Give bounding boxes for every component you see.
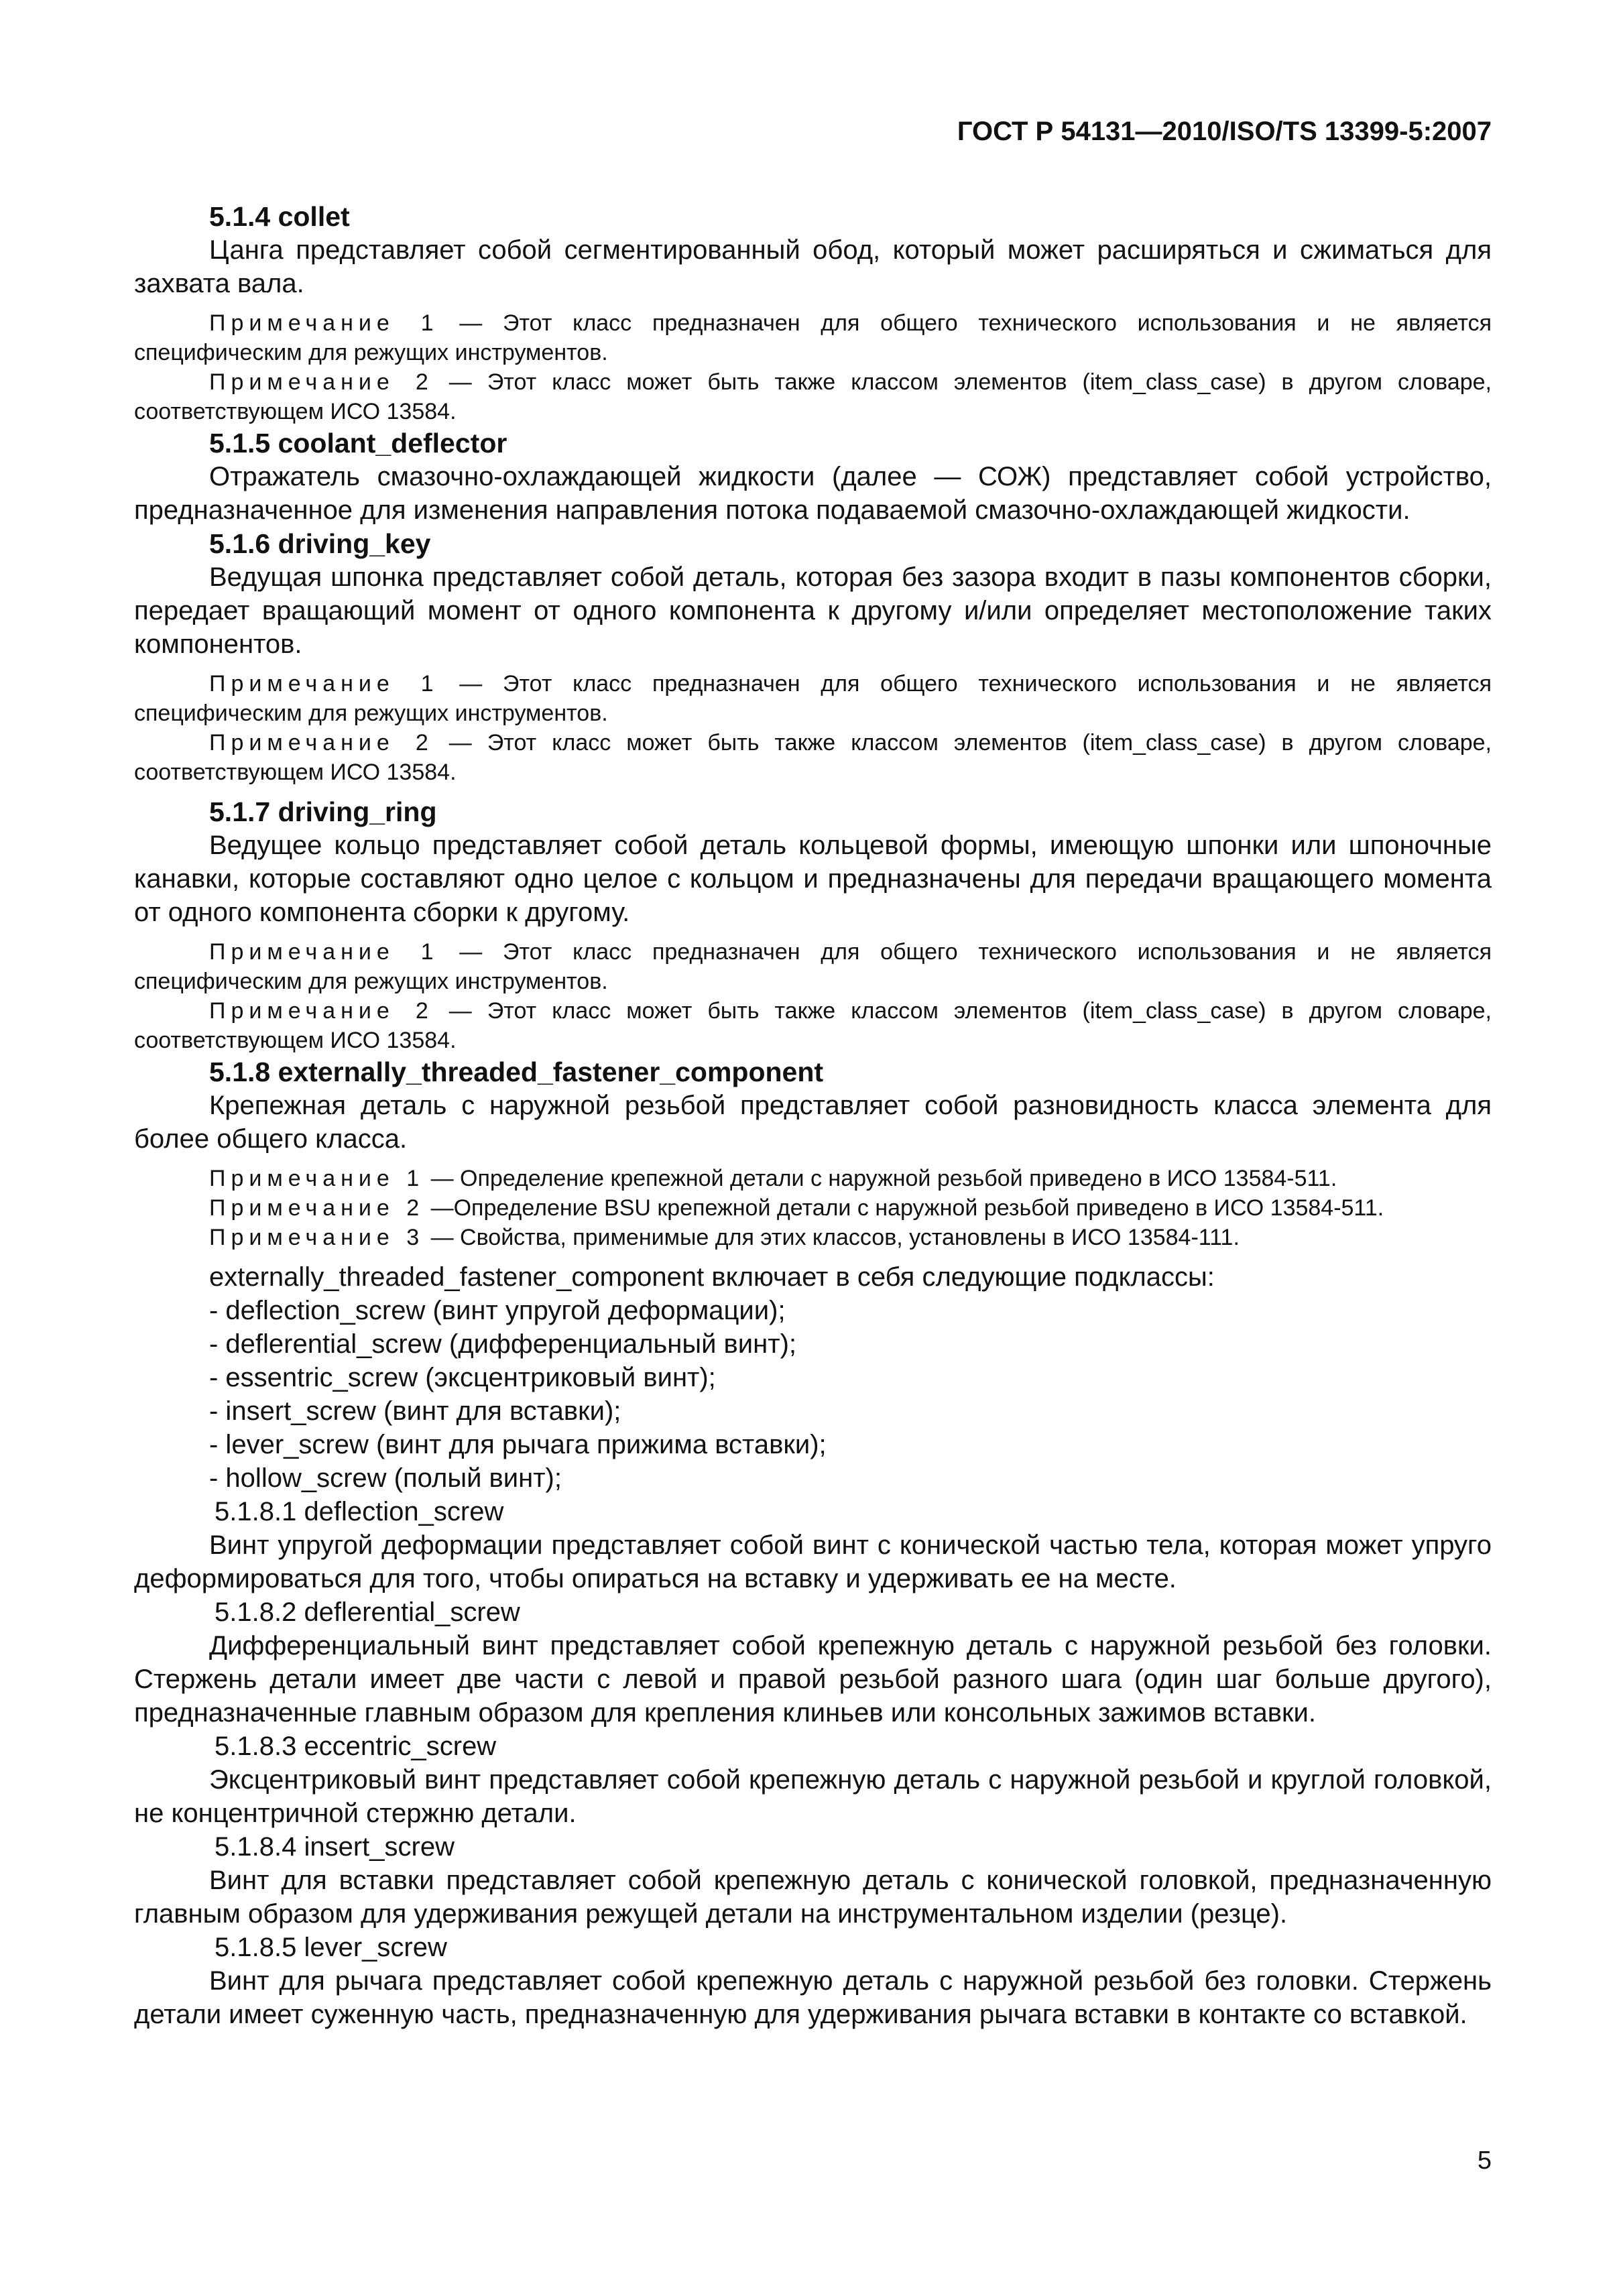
note-text: — Этот класс может быть также классом элементов (item_class_case) в другом словаре, соответствующем ИСО 13584. (134, 998, 1492, 1053)
list-item: - hollow_screw (полый винт); (209, 1463, 562, 1493)
subsection-title-5-1-8-2: 5.1.8.2 deflerential_screw (215, 1597, 520, 1627)
note-5-1-8-1 (134, 1164, 1492, 1193)
note-label: Примечание 1 (209, 671, 439, 697)
section-text-5-1-6: Ведущая шпонка представляет собой деталь, которая без зазора входит в пазы компонентов сборки, передает вращающий момент от одного компонента к другому и/или определяет местоположение таких компонентов. (134, 562, 1492, 659)
subsection-title-5-1-8-3: 5.1.8.3 eccentric_screw (215, 1732, 497, 1761)
subsection-title-5-1-8-5: 5.1.8.5 lever_screw (215, 1933, 447, 1962)
note-text: — Этот класс может быть также классом элементов (item_class_case) в другом словаре, соответствующем ИСО 13584. (134, 369, 1492, 424)
section-text-5-1-7: Ведущее кольцо представляет собой деталь кольцевой формы, имеющую шпонки или шпоночные канавки, которые составляют одно целое с кольцом и предназначены для передачи вращающего момента от одного компонента сборки к другому. (134, 831, 1492, 927)
subsection-text-5-1-8-3: Эксцентриковый винт представляет собой крепежную деталь с наружной резьбой и круглой головкой, не концентричной стержню детали. (134, 1765, 1492, 1828)
list-item: - essentric_screw (эксцентриковый винт); (209, 1363, 716, 1392)
section-title-5-1-5: 5.1.5 coolant_deflector (209, 428, 507, 459)
note-label: Примечание 3 (209, 1225, 425, 1250)
section-text-5-1-4: Цанга представляет собой сегментированный обод, который может расширяться и сжиматься для захвата вала. (134, 235, 1492, 298)
note-label: Примечание 2 (209, 730, 434, 756)
note-5-1-6-1 (134, 669, 1492, 728)
note-label: Примечание 1 (209, 939, 439, 965)
note-5-1-6-2 (134, 728, 1492, 787)
note-5-1-7-2 (134, 996, 1492, 1055)
page-number: 5 (1477, 2147, 1492, 2175)
note-label: Примечание 2 (209, 1195, 425, 1221)
note-text: — Этот класс предназначен для общего технического использования и не является специфическим для режущих инструментов. (134, 671, 1492, 726)
note-5-1-4-2 (134, 367, 1492, 426)
note-5-1-4-1 (134, 308, 1492, 367)
note-label: Примечание 1 (209, 1166, 425, 1191)
note-5-1-8-2 (134, 1193, 1492, 1223)
section-title-5-1-4: 5.1.4 collet (209, 201, 350, 232)
section-title-5-1-7: 5.1.7 driving_ring (209, 796, 437, 827)
document-body (134, 200, 1492, 2031)
list-item: - deflection_screw (винт упругой деформации); (209, 1296, 786, 1325)
note-5-1-8-3 (134, 1223, 1492, 1252)
note-text: — Этот класс может быть также классом элементов (item_class_case) в другом словаре, соответствующем ИСО 13584. (134, 730, 1492, 785)
document-header: ГОСТ Р 54131—2010/ISO/TS 13399-5:2007 (957, 117, 1492, 146)
section-title-5-1-8: 5.1.8 externally_threaded_fastener_component (209, 1056, 824, 1087)
note-text: —Определение BSU крепежной детали с наружной резьбой приведено в ИСО 13584-511. (424, 1195, 1384, 1221)
section-title-5-1-6: 5.1.6 driving_key (209, 528, 431, 559)
note-text: — Свойства, применимые для этих классов, установлены в ИСО 13584-111. (424, 1225, 1240, 1250)
list-item: - insert_screw (винт для вставки); (209, 1396, 621, 1426)
subsection-title-5-1-8-4: 5.1.8.4 insert_screw (215, 1832, 455, 1862)
note-label: Примечание 2 (209, 369, 434, 395)
subsection-title-5-1-8-1: 5.1.8.1 deflection_screw (215, 1497, 504, 1526)
subclass-intro: externally_threaded_fastener_component включает в себя следующие подклассы: (209, 1262, 1215, 1292)
section-text-5-1-5: Отражатель смазочно-охлаждающей жидкости (далее — СОЖ) представляет собой устройство, предназначенное для изменения направления потока подаваемой смазочно-охлаждающей жидкости. (134, 462, 1492, 525)
section-text-5-1-8: Крепежная деталь с наружной резьбой представляет собой разновидность класса элемента для более общего класса. (134, 1091, 1492, 1154)
note-5-1-7-1 (134, 937, 1492, 996)
note-label: Примечание 1 (209, 310, 439, 336)
note-text: — Этот класс предназначен для общего технического использования и не является специфическим для режущих инструментов. (134, 939, 1492, 994)
subsection-text-5-1-8-2: Дифференциальный винт представляет собой крепежную деталь с наружной резьбой без головки. Стержень детали имеет две части с левой и правой резьбой разного шага (один шаг больше другого), предназначенные главным образом для крепления клиньев или консольных зажимов вставки. (134, 1631, 1492, 1728)
note-text: — Этот класс предназначен для общего технического использования и не является специфическим для режущих инструментов. (134, 310, 1492, 365)
list-item: - deflerential_screw (дифференциальный винт); (209, 1329, 796, 1359)
subsection-text-5-1-8-5: Винт для рычага представляет собой крепежную деталь с наружной резьбой без головки. Стержень детали имеет суженную часть, предназначенную для удерживания рычага вставки в контакте со вставкой. (134, 1966, 1492, 2029)
subsection-text-5-1-8-4: Винт для вставки представляет собой крепежную деталь с конической головкой, предназначенную главным образом для удерживания режущей детали на инструментальном изделии (резце). (134, 1866, 1492, 1929)
subsection-text-5-1-8-1: Винт упругой деформации представляет собой винт с конической частью тела, которая может упруго деформироваться для того, чтобы опираться на вставку и удерживать ее на месте. (134, 1530, 1492, 1593)
list-item: - lever_screw (винт для рычага прижима вставки); (209, 1430, 827, 1459)
note-label: Примечание 2 (209, 998, 434, 1024)
note-text: — Определение крепежной детали с наружной резьбой приведено в ИСО 13584-511. (424, 1166, 1337, 1191)
